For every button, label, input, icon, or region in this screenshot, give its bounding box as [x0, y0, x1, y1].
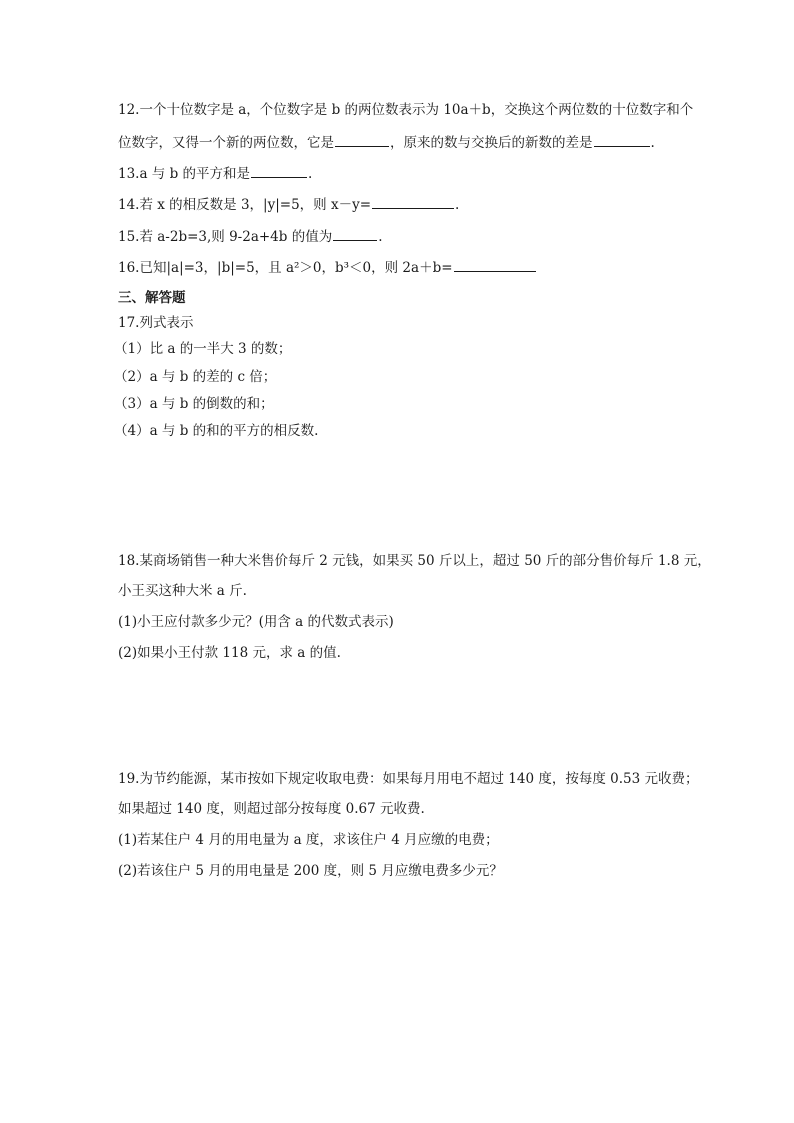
question-15-end: . — [378, 229, 383, 245]
question-17-title: 17.列式表示 — [118, 315, 194, 331]
question-17-item: （1）比 a 的一半大 3 的数； — [114, 341, 292, 357]
question-17-item: （4）a 与 b 的和的平方的相反数. — [114, 423, 319, 439]
question-18-line-2: 小王买这种大米 a 斤. — [118, 583, 247, 599]
question-14-text: 14.若 x 的相反数是 3，|y|=5，则 x－y= — [118, 197, 372, 213]
question-17-item: （3）a 与 b 的倒数的和； — [114, 396, 274, 412]
question-16-text: 16.已知|a|=3，|b|=5，且 a²＞0，b³＜0，则 2a＋b= — [118, 260, 453, 276]
answer-blank — [594, 132, 650, 147]
answer-blank — [333, 226, 377, 241]
answer-blank — [335, 132, 389, 147]
question-15 — [118, 226, 383, 247]
question-14-end: . — [455, 197, 460, 213]
question-13-text: 13.a 与 b 的平方和是 — [118, 166, 251, 182]
answer-blank — [454, 257, 536, 272]
question-12-line-1: 12.一个十位数字是 a，个位数字是 b 的两位数表示为 10a＋b，交换这个两位数的十位数字和个 — [118, 102, 694, 118]
answer-blank — [251, 163, 307, 178]
answer-blank — [372, 194, 454, 209]
question-12-text-a: 位数字，又得一个新的两位数，它是 — [118, 135, 334, 151]
question-19-line-1: 19.为节约能源，某市按如下规定收取电费：如果每月用电不超过 140 度，按每度 0.53 元收费； — [118, 771, 699, 787]
question-18-line-1: 18.某商场销售一种大米售价每斤 2 元钱，如果买 50 斤以上，超过 50 斤的部分售价每斤 1.8 元， — [118, 553, 711, 569]
question-12-line-2 — [118, 132, 655, 153]
question-16 — [118, 257, 537, 278]
question-18-item: (1)小王应付款多少元？(用含 a 的代数式表示) — [118, 614, 394, 630]
question-18-item: (2)如果小王付款 118 元，求 a 的值. — [118, 645, 341, 661]
section-heading: 三、解答题 — [118, 290, 186, 306]
question-15-text: 15.若 a-2b=3,则 9-2a+4b 的值为 — [118, 229, 333, 245]
question-19-item: (2)若该住户 5 月的用电量是 200 度，则 5 月应缴电费多少元？ — [118, 863, 503, 879]
question-19-line-2: 如果超过 140 度，则超过部分按每度 0.67 元收费. — [118, 801, 425, 817]
question-17-item: （2）a 与 b 的差的 c 倍； — [114, 369, 277, 385]
question-13-end: . — [308, 166, 313, 182]
question-12-end: . — [650, 135, 655, 151]
question-12-text-b: ，原来的数与交换后的新数的差是 — [390, 135, 593, 151]
question-13 — [118, 163, 312, 184]
question-19-item: (1)若某住户 4 月的用电量为 a 度，求该住户 4 月应缴的电费； — [118, 832, 499, 848]
question-14 — [118, 194, 459, 215]
